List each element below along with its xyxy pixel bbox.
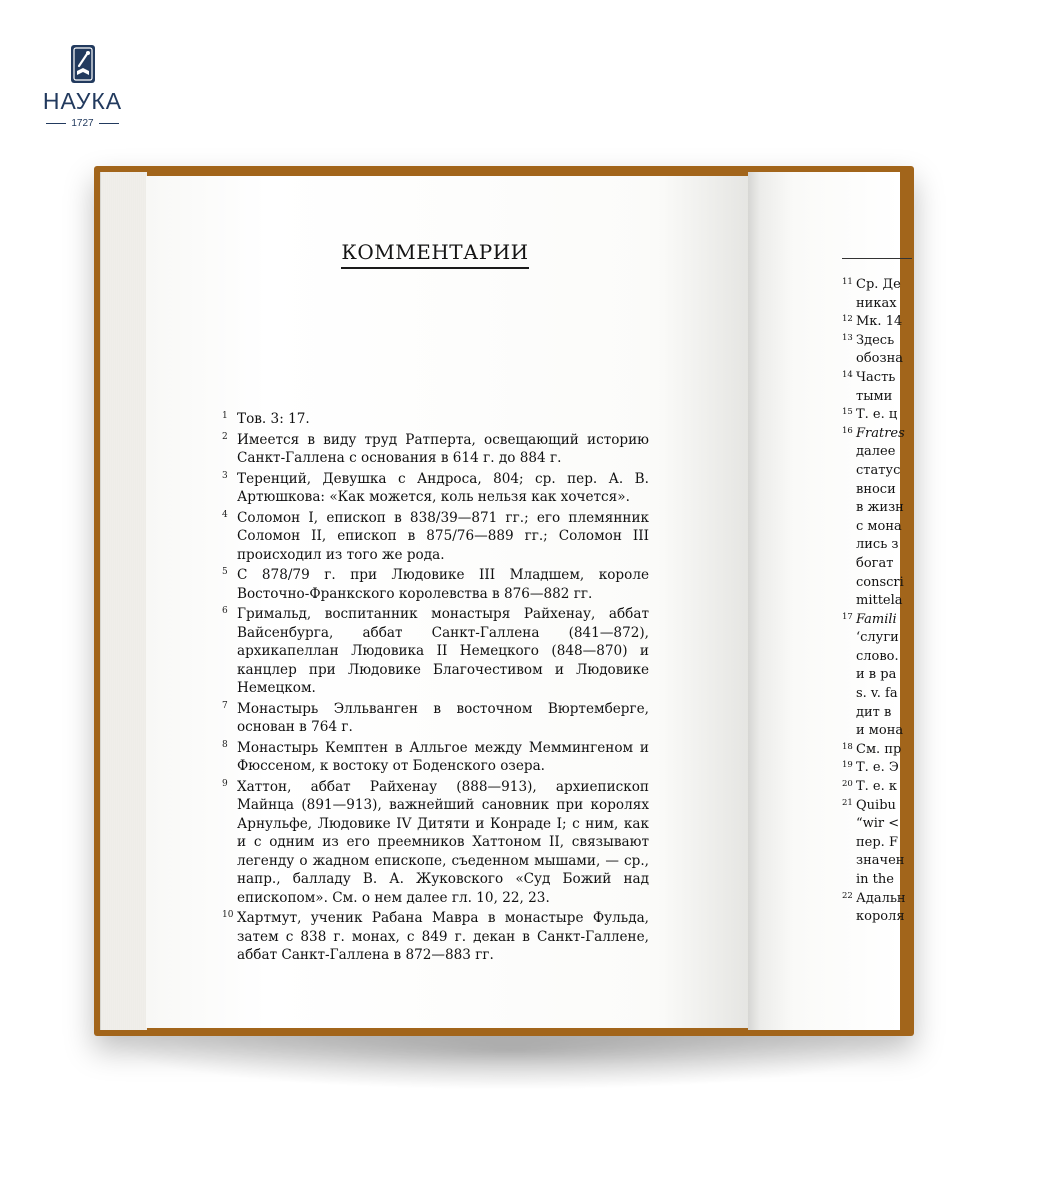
note-line [842, 834, 1042, 853]
note-text: ‘слуги [856, 630, 899, 646]
note-item [222, 700, 649, 737]
note-text: вноси [856, 481, 896, 497]
note-line [842, 462, 1042, 481]
publisher-year: 1727 [71, 118, 94, 129]
note-number: 18 [842, 741, 853, 752]
note-number: 3 [222, 470, 228, 481]
note-line [842, 815, 1042, 834]
note-number: 4 [222, 509, 228, 520]
note-line [842, 443, 1042, 462]
note-text: Ср. Дe [856, 277, 901, 292]
note-text: и мона [856, 723, 904, 739]
note-number: 2 [222, 431, 228, 442]
note-line [842, 704, 1042, 723]
note-item [222, 605, 649, 698]
note-number: 10 [222, 910, 234, 920]
note-number: 14 [842, 369, 853, 380]
note-text: conscri [856, 574, 904, 590]
note-line [842, 499, 1042, 518]
note-text: Т. е. ц [856, 407, 898, 423]
note-text: Т. е. Э [856, 760, 899, 776]
note-text: никах [856, 295, 897, 311]
note-item [222, 509, 649, 565]
right-page-notes [842, 276, 1042, 927]
note-text: Теренций, Девушка с Андроса, 804; ср. пер. А. В. Артюшкова: «Как можется, коль нельзя как хочется». [237, 470, 649, 505]
note-text: Fratres [856, 425, 905, 441]
note-text: дит в [856, 704, 892, 720]
note-text: “wir < [856, 816, 900, 832]
note-line [842, 332, 1042, 351]
note-text: с мона [856, 518, 902, 534]
publisher-logo [30, 44, 135, 129]
note-text: в жизн [856, 500, 904, 516]
note-line [842, 759, 1042, 778]
note-line [842, 592, 1042, 611]
note-item [222, 470, 649, 507]
note-text: s. v. fa [856, 686, 898, 702]
note-number: 12 [842, 314, 853, 325]
publisher-name: НАУКА [42, 88, 123, 114]
note-text: Адальн [856, 890, 906, 906]
page-title-text: КОММЕНТАРИИ [341, 240, 528, 269]
note-number: 6 [222, 606, 228, 616]
note-number: 11 [842, 277, 853, 287]
note-text: богат [856, 555, 894, 571]
note-line [842, 388, 1042, 407]
note-line [842, 611, 1042, 630]
note-number: 9 [222, 778, 228, 789]
note-number: 22 [842, 890, 853, 901]
note-number: 16 [842, 425, 853, 436]
note-text: Хартмут, ученик Рабана Мавра в монастыре Фульда, затем с 838 г. монах, с 849 г. декан в Санкт-Галлене, аббат Санкт-Галлена в 872—883 гг. [237, 910, 649, 963]
note-item [222, 778, 649, 908]
page-title [0, 240, 870, 264]
note-line [842, 722, 1042, 741]
note-text: лись з [856, 537, 899, 553]
note-number: 19 [842, 760, 853, 771]
note-item [222, 431, 649, 468]
note-number: 13 [842, 332, 853, 343]
commentary-notes [222, 410, 649, 967]
note-item [222, 739, 649, 776]
note-line [842, 685, 1042, 704]
note-text: С 878/79 г. при Людовике III Младшем, короле Восточно-Франкского королевства в 876—882 гг. [237, 567, 649, 602]
note-line [842, 481, 1042, 500]
note-number: 20 [842, 779, 853, 790]
note-text: Соломон I, епископ в 838/39—871 гг.; его племянник Соломон II, епископ в 875/76—889 гг.; Соломон III происходил из того же рода. [237, 509, 649, 563]
divider-line [46, 123, 66, 124]
note-line [842, 666, 1042, 685]
note-line [842, 778, 1042, 797]
note-text: Хаттон, аббат Райхенау (888—913), архиепископ Майнца (891—913), важнейший сановник при королях Арнульфе, Людовике IV Дитяти и Конраде I; с ним, как и с одним из его преемников Хаттоном II, связывают легенду о жадном епископе, съеденном мышами, — ср., напр., балладу В. А. Жуковского «Суд Божий над епископом». См. о нем далее гл. 10, 22, 23. [237, 778, 649, 906]
note-line [842, 425, 1042, 444]
note-text: Монастырь Кемптен в Алльгое между Меммингеном и Фюссеном, к востоку от Боденского озера. [237, 739, 649, 774]
note-number: 1 [222, 411, 228, 421]
note-line [842, 313, 1042, 332]
note-number: 21 [842, 797, 853, 808]
note-text: далее [856, 444, 896, 460]
note-number: 8 [222, 739, 228, 750]
note-text: слово. [856, 648, 899, 664]
note-line [842, 629, 1042, 648]
note-line [842, 536, 1042, 555]
note-number: 5 [222, 567, 228, 577]
note-text: Тов. 3: 17. [237, 411, 310, 427]
note-line [842, 406, 1042, 425]
note-text: обозна [856, 351, 903, 367]
publisher-year-row [30, 118, 135, 129]
note-line [842, 648, 1042, 667]
note-line [842, 871, 1042, 890]
note-text: пер. F [856, 834, 898, 850]
note-text: Гримальд, воспитанник монастыря Райхенау, аббат Вайсенбурга, аббат Санкт-Галлена (841—872), архикапеллан Людовика II Немецкого (848—870) и канцлер при Людовике Благочестивом и Людовике Немецком. [237, 606, 649, 696]
note-line [842, 276, 1042, 295]
note-line [842, 574, 1042, 593]
note-text: mittela [856, 593, 903, 609]
note-line [842, 295, 1042, 314]
note-text: значен [856, 853, 905, 869]
book-emblem-icon [70, 44, 96, 84]
note-line [842, 890, 1042, 909]
divider-line [99, 123, 119, 124]
note-text: тыми [856, 388, 893, 404]
note-text: короля [856, 909, 905, 925]
note-line [842, 350, 1042, 369]
note-text: Имеется в виду труд Ратперта, освещающий историю Санкт-Галлена с основания в 614 г. до 884 г. [237, 431, 649, 466]
note-number: 17 [842, 611, 853, 622]
page-edges [100, 172, 147, 1030]
note-line [842, 908, 1042, 927]
note-line [842, 852, 1042, 871]
note-text: Монастырь Элльванген в восточном Вюртемберге, основан в 764 г. [237, 700, 649, 735]
note-text: См. пр [856, 741, 902, 757]
note-number: 7 [222, 700, 228, 711]
note-item [222, 410, 649, 429]
note-item [222, 909, 649, 965]
note-text: Часть [856, 369, 896, 385]
note-line [842, 518, 1042, 537]
note-number: 15 [842, 407, 853, 418]
note-text: Т. е. к [856, 779, 898, 795]
note-text: Здесь [856, 332, 895, 348]
note-item [222, 566, 649, 603]
note-line [842, 369, 1042, 388]
note-text: in the [856, 872, 894, 887]
note-line [842, 555, 1042, 574]
note-line [842, 797, 1042, 816]
note-text: статус [856, 462, 901, 478]
note-line [842, 741, 1042, 760]
note-text: Quibu [856, 797, 896, 813]
note-text: Мк. 14 [856, 314, 903, 330]
right-page [748, 172, 906, 1030]
note-text: и в ра [856, 667, 897, 683]
note-text: Famili [856, 611, 897, 627]
